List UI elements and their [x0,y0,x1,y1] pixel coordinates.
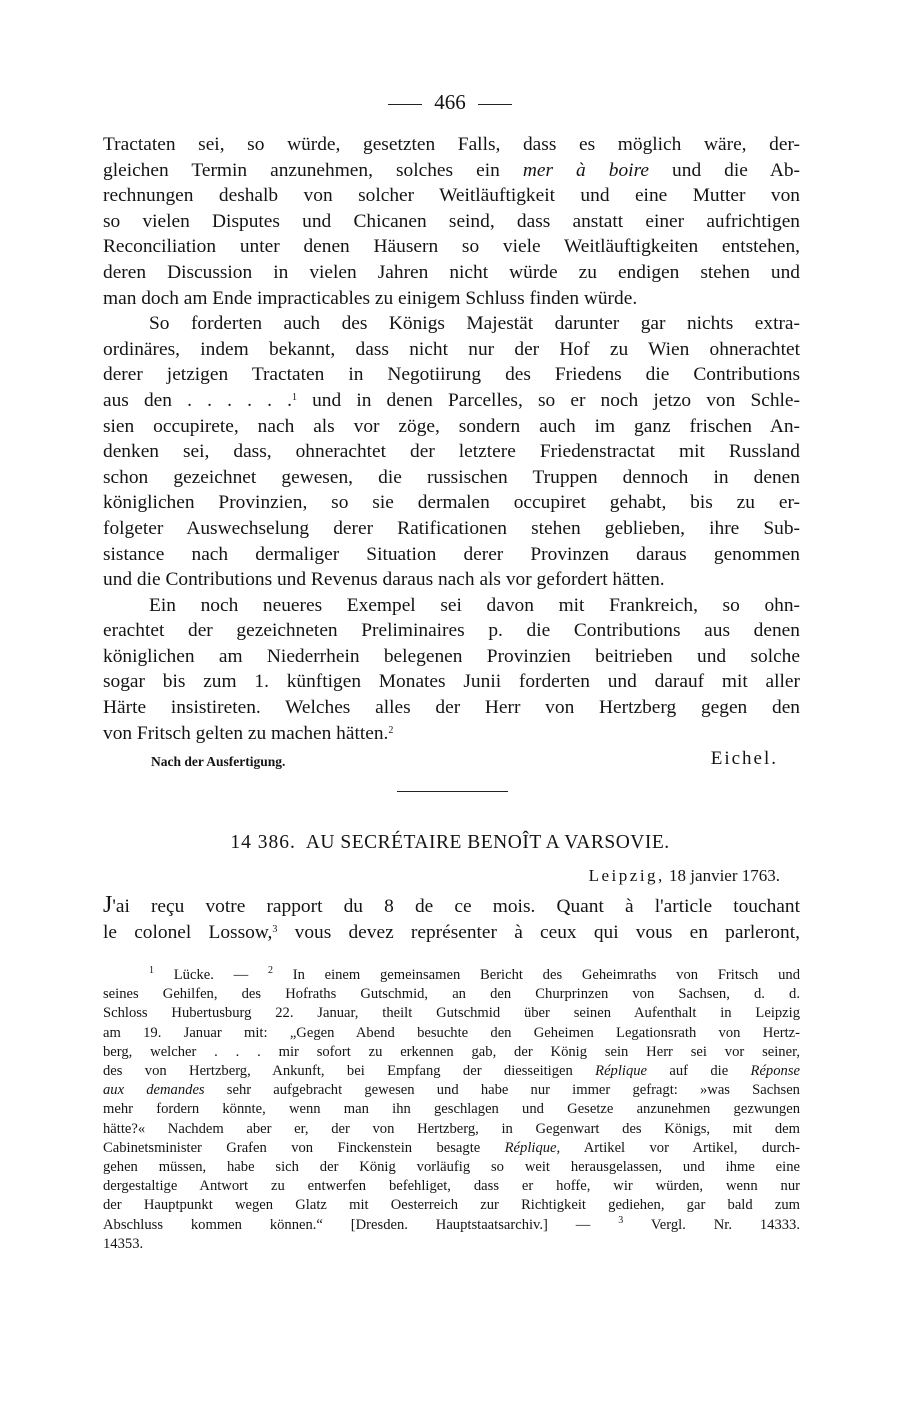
text-line: königlichen am Niederrhein belegenen Provinzien beitrieben und solche [103,645,800,667]
page-number-dash-right [478,104,512,105]
page-number-text: 466 [434,90,466,114]
footnote-mark-2: 2 [388,724,394,736]
footnote-line: 14353. [103,1235,144,1252]
text-segment: 'ai reçu votre rapport du 8 de ce mois. Quant à l'article touchant [112,896,800,917]
text-line: folgeter Auswechselung derer Ratificationen stehen geblieben, ihre Sub- [103,517,800,539]
footnote-line: der Hauptpunkt wegen Glatz mit Oesterreich zur Richtigkeit gediehen, gar bald zum [103,1197,800,1214]
footnote-mark-1: 1 [291,391,297,403]
footnote-line: Schloss Hubertusburg 22. Januar, theilt Gutschmid über seinen Aufenthalt in Leipzig [103,1005,800,1022]
text-line: deren Discussion in vielen Jahren nicht würde zu endigen stehen und [103,261,800,283]
main-text [103,132,800,746]
text-line: ordinäres, indem bekannt, dass nicht nur der Hof zu Wien ohnerachtet [103,338,800,360]
text-line [103,893,800,920]
text-line: Ein noch neueres Exempel sei davon mit Frankreich, so ohn- [149,594,800,616]
footnote-label-3: 3 [618,1214,624,1226]
italic-term: Réplique, [504,1139,561,1156]
letter-number: 14 386. [230,832,296,853]
footnote-line [103,1081,800,1100]
text-line: königlichen Provinzien, so sie dermalen occupiret gehabt, bis zu er- [103,492,800,514]
letter-heading [0,832,900,854]
section-divider [397,791,508,792]
footnote-line [103,1216,800,1235]
footnote-line: hätte?« Nachdem aber er, der von Hertzberg, in Gegenwart des Königs, mit dem [103,1120,800,1137]
text-line: Tractaten sei, so würde, gesetzten Falls, dass es möglich wäre, der- [103,134,800,155]
date-place: Leipzig, [588,866,665,885]
text-line: Reconciliation unter denen Häusern so viele Weitläuftigkeiten entstehen, [103,236,800,258]
text-line: so vielen Disputes und Chicanen seind, dass anstatt einer aufrichtigen [103,210,800,232]
text-line: schon gezeichnet gewesen, die russischen Truppen dennoch in denen [103,466,800,488]
text-line: man doch am Ende impracticables zu einigem Schluss finden würde. [103,287,638,309]
footnote-line: seines Gehilfen, des Hofraths Gutschmid, an den Churprinzen von Sachsen, d. d. [103,986,800,1003]
italic-term: Réplique [595,1063,648,1080]
text-segment: Artikel vor Artikel, durch- [583,1139,801,1156]
text-segment: Vergl. Nr. 14333. [650,1216,800,1233]
text-segment: des von Hertzberg, Ankunft, bei Empfang der diesseitigen [103,1063,573,1080]
signature-row [103,748,800,774]
text-segment: sehr aufgebracht gewesen und habe nur immer gefragt: »was Sachsen [226,1082,800,1099]
text-line [103,920,800,946]
footnote-mark-3: 3 [272,923,278,935]
text-line [103,388,800,414]
source-note: Nach der Ausfertigung. [151,754,286,769]
text-line: sien occupirete, nach als vor zöge, sondern auch im ganz frischen An- [103,415,800,437]
text-line [103,721,800,747]
paragraph-3 [103,593,800,747]
text-segment: und in denen Parcelles, so er noch jetzo von Schle- [312,389,800,411]
footnote-1-text: Lücke. — [173,967,249,983]
text-line: So forderten auch des Königs Majestät darunter gar nichts extra- [149,313,800,335]
footnote-2-text: In einem gemeinsamen Bericht des Geheimraths von Fritsch und [292,967,800,983]
italic-phrase: mer à boire [522,159,650,181]
footnote-line [103,1139,800,1158]
letter-title: AU SECRÉTAIRE BENOÎT A VARSOVIE. [305,832,670,853]
text-line: rechnungen deshalb von solcher Weitläuftigkeit und eine Mutter von [103,185,800,207]
text-line: erachtet der gezeichneten Preliminaires p. die Contributions aus denen [103,620,800,642]
page-number [0,90,900,115]
text-line: sistance nach dermaliger Situation derer Provinzen daraus genommen [103,543,800,565]
letter-body [103,893,800,945]
italic-term: Réponse [750,1063,800,1080]
text-segment: Cabinetsminister Grafen von Finckenstein besagte [103,1139,481,1156]
text-segment: le colonel Lossow, [103,921,273,943]
text-line: Härte insistireten. Welches alles der Herr von Hertzberg gegen den [103,697,800,719]
footnote-label-2: 2 [267,965,273,976]
text-line: sogar bis zum 1. künftigen Monates Junii forderten und darauf mit aller [103,671,800,693]
footnote-line: am 19. Januar mit: „Gegen Abend besuchte den Geheimen Legationsrath von Hertz- [103,1024,800,1041]
footnotes [103,966,800,1254]
footnote-line: mehr fordern könnte, wenn man ihn geschlagen und Gesetze anzunehmen gezwungen [103,1101,800,1118]
dateline [589,866,780,886]
text-line: derer jetzigen Tractaten in Negotiirung des Friedens die Contributions [103,364,800,386]
footnote-label-1: 1 [149,965,154,976]
footnote-line [103,1062,800,1081]
text-segment: vous devez représenter à ceux qui vous en parleront, [294,921,800,943]
text-segment: von Fritsch gelten zu machen hätten. [103,722,389,744]
text-line: und die Contributions und Revenus daraus nach als vor gefordert hätten. [103,569,665,591]
drop-cap: J [103,892,113,918]
signature: Eichel. [710,748,778,769]
paragraph-2 [103,311,800,593]
footnote-line [103,966,800,985]
text-segment: Abschluss kommen können.“ [Dresden. Hauptstaatsarchiv.] — [103,1216,591,1233]
text-line: denken sei, dass, ohnerachtet der letztere Friedenstractat mit Russland [103,441,800,463]
text-segment: auf die [669,1063,729,1080]
footnote-line: gehen müssen, habe sich der König vorläufig so weit herausgelassen, und ihme eine [103,1159,800,1176]
footnote-line: berg, welcher . . . mir sofort zu erkennen gab, der König sein Herr sei vor seiner, [103,1043,800,1060]
text-line: gleichen Termin anzunehmen, solches ein mer à boire und die Ab- [103,159,800,181]
date-text: 18 janvier 1763. [669,866,780,885]
page-number-dash-left [388,104,422,105]
lacuna-dots: aus den . . . . . . [103,389,292,411]
italic-term: aux demandes [103,1082,205,1099]
footnote-line: dergestaltige Antwort zu entwerfen befehliget, dass er hoffe, wir würden, wenn nur [103,1178,800,1195]
paragraph-1 [103,132,800,311]
